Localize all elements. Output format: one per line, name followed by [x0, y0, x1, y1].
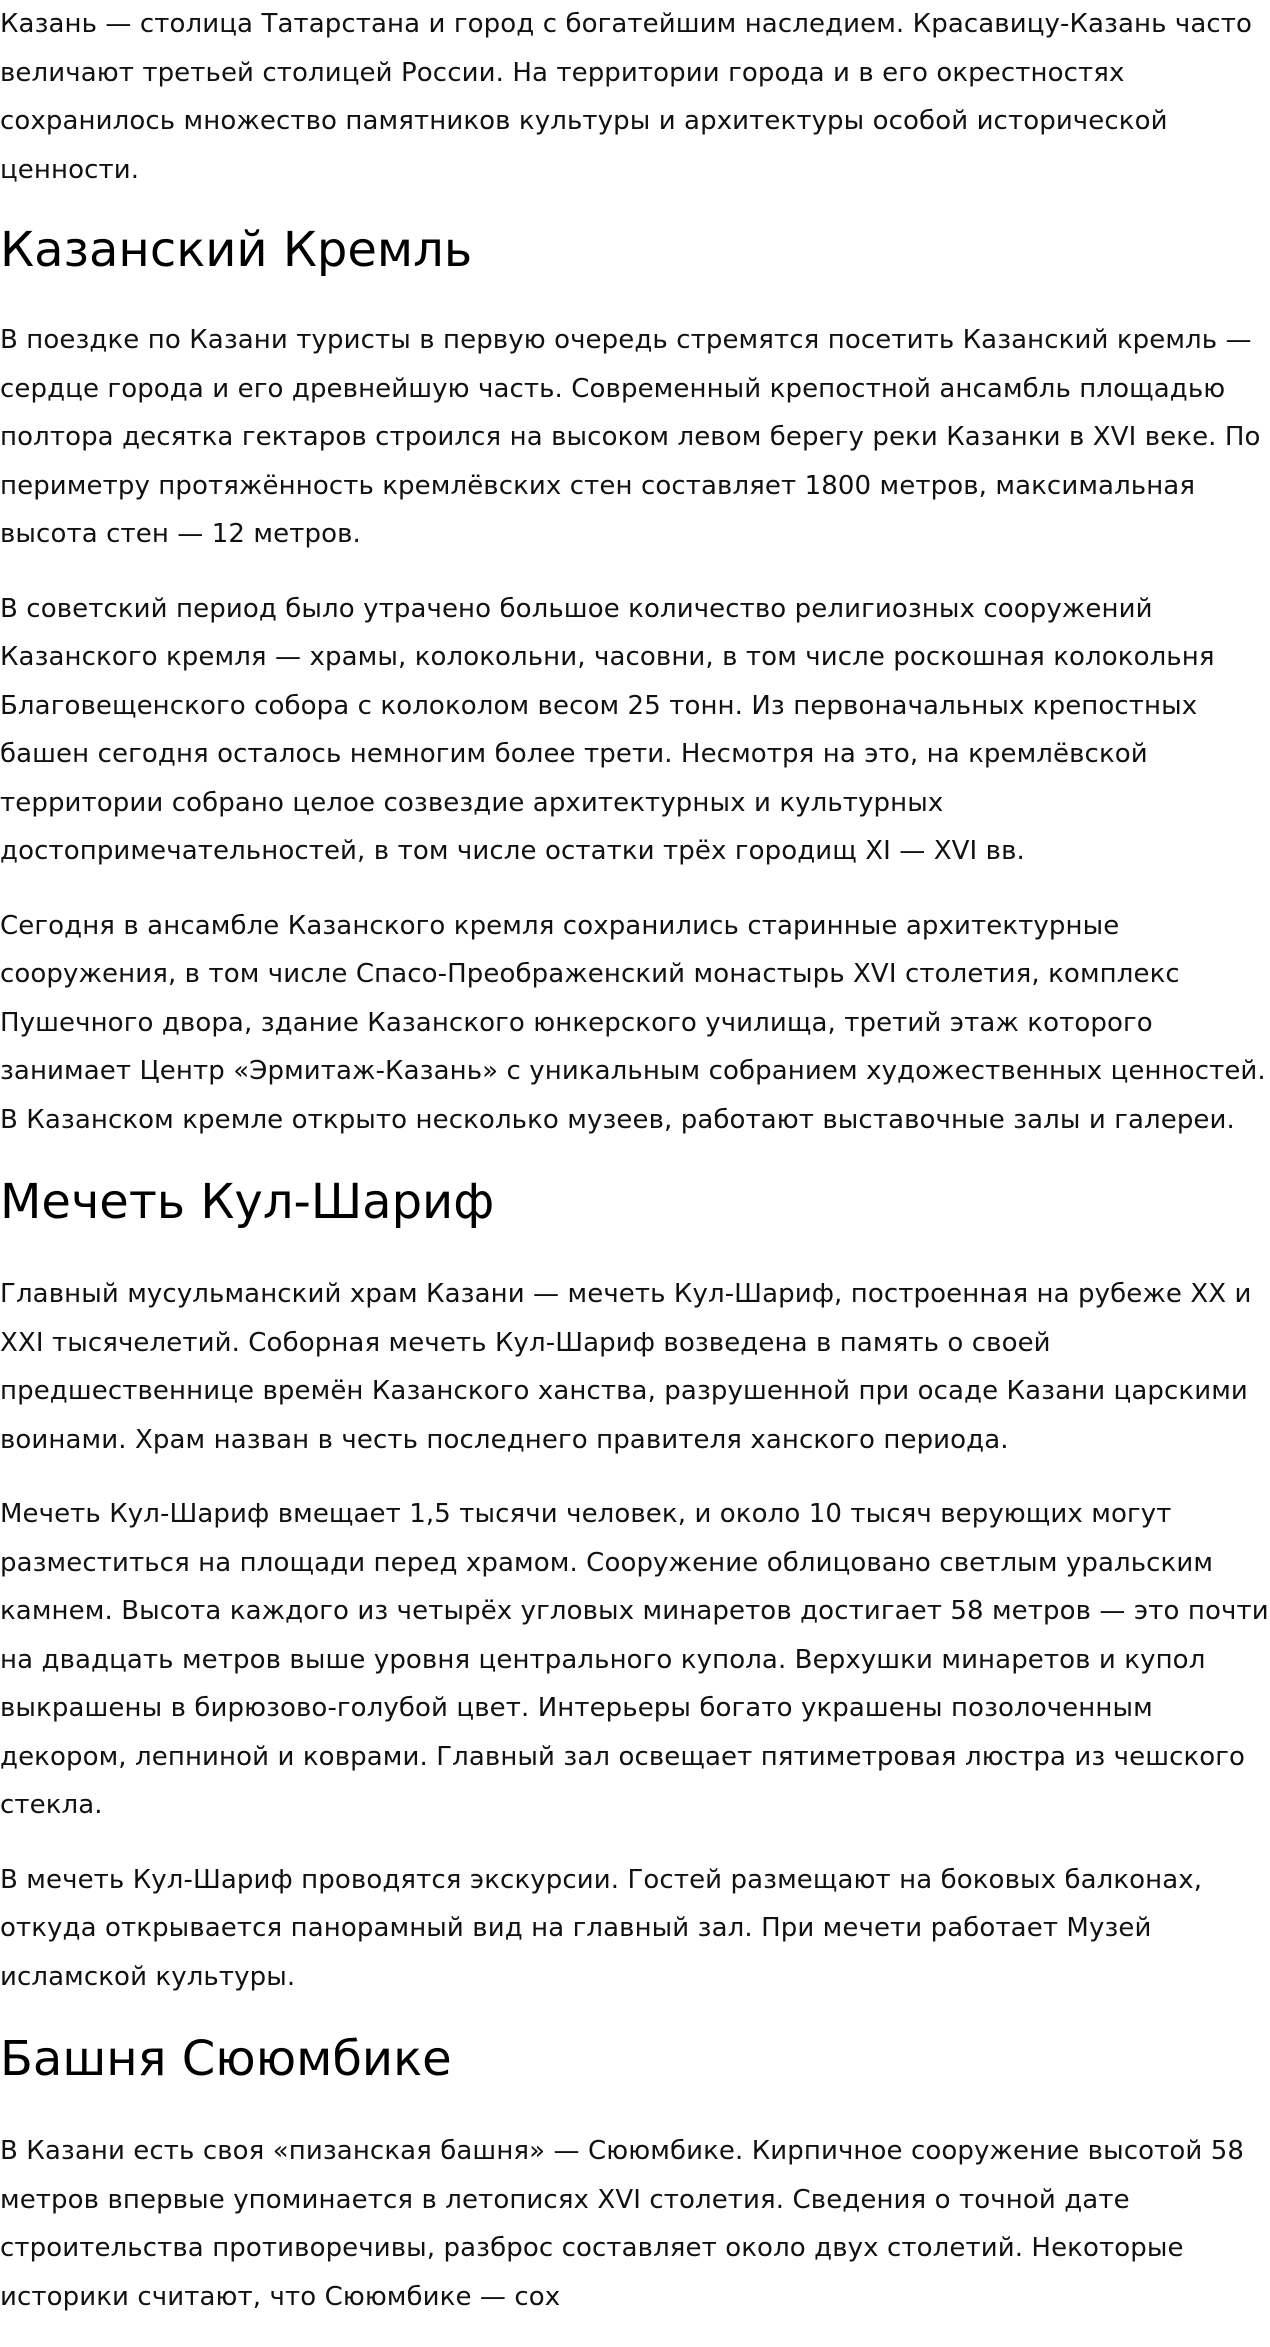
kul-sharif-paragraph-2: Мечеть Кул-Шариф вмещает 1,5 тысячи человек, и около 10 тысяч верующих могут разместиться на площади перед храмом. Сооружение облицовано светлым уральским камнем. Высота каждого из четырёх угловых минаретов достигает 58 метров — это почти на двадцать метров выше уровня центрального купола. Верхушки минаретов и купол выкрашены в бирюзово-голубой цвет. Интерьеры богато украшены позолоченным декором, лепниной и коврами. Главный зал освещает пятиметровая люстра из чешского стекла. — [0, 1499, 1269, 1820]
kremlin-paragraph-1: В поездке по Казани туристы в первую очередь стремятся посетить Казанский кремль — сердце города и его древнейшую часть. Современный крепостной ансамбль площадью полтора десятка гектаров строился на высоком левом берегу реки Казанки в XVI веке. По периметру протяжённость кремлёвских стен составляет 1800 метров, максимальная высота стен — 12 метров. — [0, 325, 1261, 549]
kul-sharif-paragraph-3: В мечеть Кул-Шариф проводятся экскурсии. Гостей размещают на боковых балконах, откуда открывается панорамный вид на главный зал. При мечети работает Музей исламской культуры. — [0, 1864, 1203, 1992]
section-heading-syuyumbike: Башня Сююмбике — [0, 2031, 452, 2087]
section-heading-kul-sharif: Мечеть Кул-Шариф — [0, 1174, 495, 1230]
syuyumbike-paragraph-1: В Казани есть своя «пизанская башня» — Сююмбике. Кирпичное сооружение высотой 58 метров впервые упоминается в летописях XVI столетия. Сведения о точной дате строительства противоречивы, разброс составляет около двух столетий. Некоторые историки считают, что Сююмбике — сох — [0, 2136, 1245, 2312]
intro-paragraph: Казань — столица Татарстана и город с богатейшим наследием. Красавицу-Казань часто величают третьей столицей России. На территории города и в его окрестностях сохранилось множество памятников культуры и архитектуры особой исторической ценности. — [0, 9, 1253, 185]
kremlin-paragraph-3: Сегодня в ансамбле Казанского кремля сохранились старинные архитектурные сооружения, в том числе Спасо-Преображенский монастырь XVI столетия, комплекс Пушечного двора, здание Казанского юнкерского училища, третий этаж которого занимает Центр «Эрмитаж-Казань» с уникальным собранием художественных ценностей. В Казанском кремле открыто несколько музеев, работают выставочные залы и галереи. — [0, 910, 1266, 1135]
kremlin-paragraph-2: В советский период было утрачено большое количество религиозных сооружений Казанского кремля — храмы, колокольни, часовни, в том числе роскошная колокольня Благовещенского собора с колоколом весом 25 тонн. Из первоначальных крепостных башен сегодня осталось немногим более трети. Несмотря на это, на кремлёвской территории собрано целое созвездие архитектурных и культурных достопримечательностей, в том числе остатки трёх городищ XI — XVI вв. — [0, 593, 1215, 866]
section-heading-kremlin: Казанский Кремль — [0, 222, 473, 278]
kul-sharif-paragraph-1: Главный мусульманский храм Казани — мечеть Кул-Шариф, построенная на рубеже XX и XXI тысячелетий. Соборная мечеть Кул-Шариф возведена в память о своей предшественнице времён Казанского ханства, разрушенной при осаде Казани царскими воинами. Храм назван в честь последнего правителя ханского периода. — [0, 1279, 1252, 1455]
